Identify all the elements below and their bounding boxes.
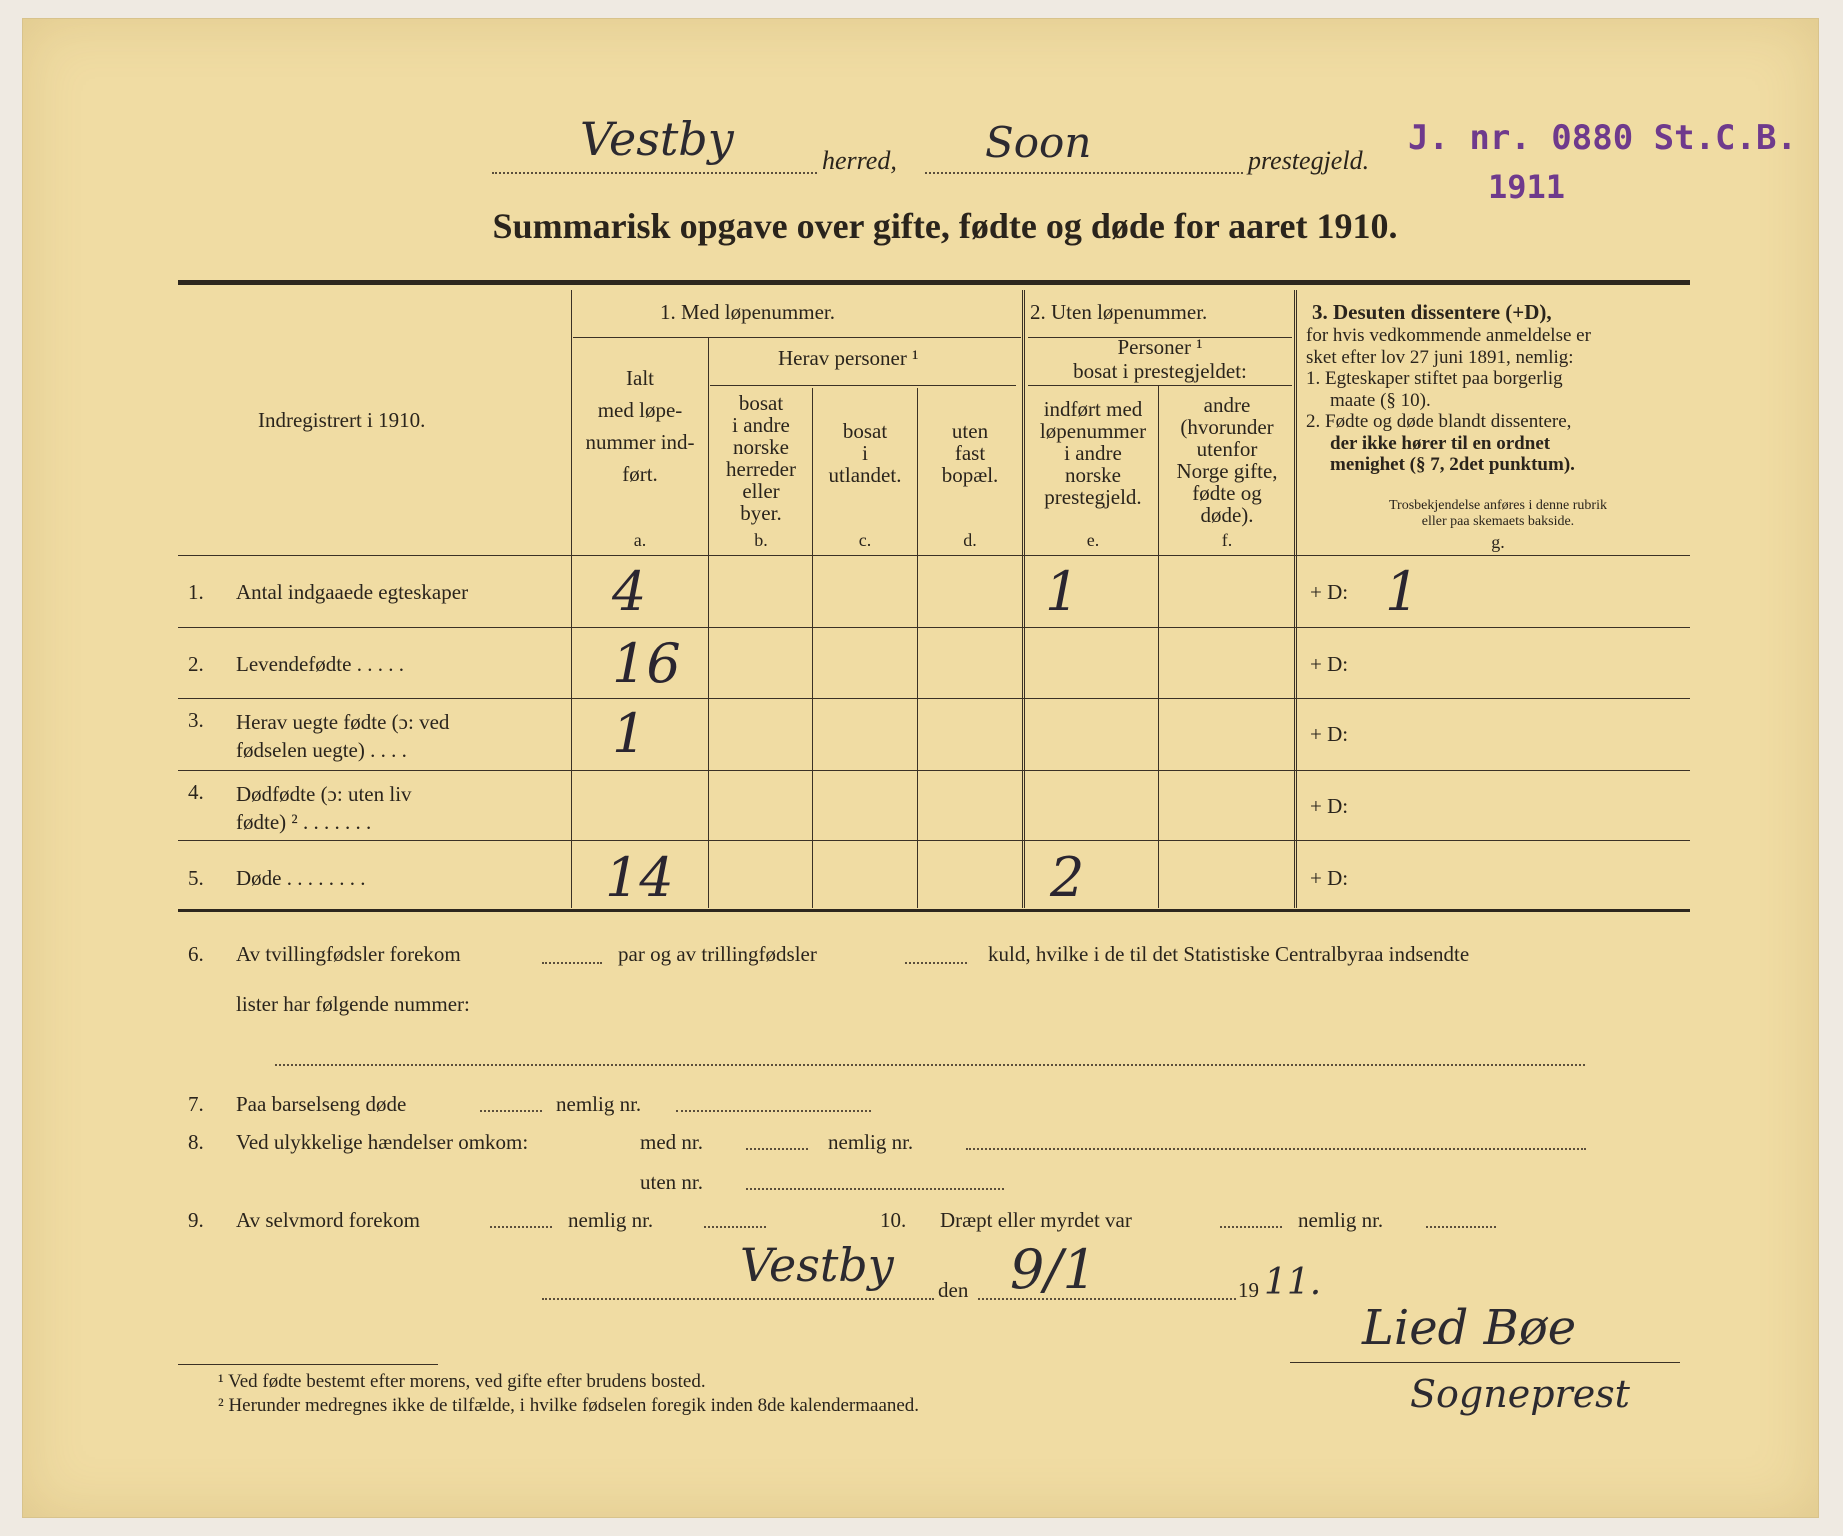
row-rule [178, 698, 1690, 699]
footnote-rule [178, 1364, 438, 1365]
col-b-header [710, 392, 812, 524]
footnotes [218, 1370, 919, 1418]
suicide-numbers-field [704, 1226, 766, 1228]
row-label [236, 780, 412, 836]
homicide-field [1220, 1226, 1282, 1228]
col-d-header [919, 420, 1021, 486]
line6-text-a: Av tvillingfødsler forekom [236, 942, 461, 966]
header-bottom-rule [178, 555, 1690, 556]
year-prefix: 19 [1238, 1278, 1259, 1302]
col-e-line: indført med [1043, 397, 1143, 421]
table-bottom-rule [178, 909, 1690, 912]
place-handwritten: Vestby [740, 1238, 894, 1292]
col-c-line: utlandet. [828, 463, 902, 487]
triplets-field [905, 962, 967, 964]
signature-title: Sogneprest [1410, 1372, 1630, 1416]
herav-personer: Herav personer ¹ [778, 346, 919, 370]
row-number: 3. [188, 708, 204, 732]
place-line [542, 1298, 934, 1300]
childbirth-deaths-field [480, 1110, 542, 1112]
col-letter-d: d. [963, 530, 977, 550]
col-e-line: løpenummer [1039, 419, 1147, 443]
row-dissenter-prefix: + D: [1310, 580, 1349, 604]
childbirth-numbers-field [676, 1110, 871, 1112]
col-f-line: andre [1203, 393, 1251, 417]
line10-text-a: Dræpt eller myrdet var [940, 1208, 1132, 1232]
list-numbers-field [275, 1064, 1585, 1066]
col-e-line: norske [1065, 463, 1121, 487]
signature-name: Lied Bøe [1362, 1300, 1577, 1356]
col-d-line: uten [951, 419, 989, 443]
date-den-label: den [938, 1278, 969, 1302]
year-handwritten: 11. [1264, 1262, 1322, 1303]
line10-text-b: nemlig nr. [1298, 1208, 1384, 1232]
row-number: 5. [188, 866, 204, 890]
line7-text-b: nemlig nr. [556, 1092, 642, 1116]
line8-text-b: med nr. [640, 1130, 703, 1154]
row-value-e: 1 [1045, 560, 1080, 623]
col-a-line: ført. [622, 462, 658, 486]
herav-rule [710, 385, 1016, 386]
row-value-a: 16 [612, 632, 681, 695]
col-c-line: bosat [842, 419, 888, 443]
col-a-line: med løpe- [597, 398, 683, 422]
group1-title-rule [573, 337, 1021, 338]
col-f-line: Norge gifte, [1176, 459, 1278, 483]
group1-title: 1. Med løpenummer. [660, 300, 835, 324]
accident-numbers-field [966, 1148, 1586, 1150]
col-letter-f: f. [1221, 530, 1233, 550]
group3-line: der ikke hører til en ordnet [1330, 432, 1551, 454]
row-label: Døde . . . . . . . . [236, 866, 366, 890]
prestegjeld-line [925, 172, 1243, 174]
col-b-line: bosat [738, 391, 784, 415]
line9-text-a: Av selvmord forekom [236, 1208, 420, 1232]
row-value-e: 2 [1050, 846, 1085, 909]
col-divider-group3 [1294, 290, 1297, 908]
row-dissenter-prefix: + D: [1310, 866, 1349, 890]
homicide-numbers-field [1426, 1226, 1496, 1228]
row-dissenter-prefix: + D: [1310, 794, 1349, 818]
col-c-line: i [862, 441, 868, 465]
line8-number: 8. [188, 1130, 204, 1154]
line10-number: 10. [880, 1208, 907, 1232]
col-divider-c [812, 388, 813, 908]
group3-note [1306, 498, 1690, 530]
row-dissenter-prefix: + D: [1310, 722, 1349, 746]
line6-text-c: kuld, hvilke i de til det Statistiske Centralbyraa indsendte [988, 942, 1470, 966]
row-number: 4. [188, 780, 204, 804]
line8-text-a: Ved ulykkelige hændelser omkom: [236, 1130, 529, 1154]
col-b-line: norske [733, 435, 789, 459]
line7-number: 7. [188, 1092, 204, 1116]
page-title: Summarisk opgave over gifte, fødte og døde for aaret 1910. [492, 206, 1398, 246]
col-f-line: døde). [1200, 503, 1254, 527]
row-rule [178, 840, 1690, 841]
herred-label: herred, [822, 146, 897, 175]
prestegjeld-label: prestegjeld. [1248, 146, 1370, 175]
col-divider-b [708, 338, 709, 908]
col-b-line: byer. [740, 501, 782, 525]
col-f-line: fødte og [1192, 481, 1262, 505]
group2-title: 2. Uten løpenummer. [1030, 300, 1208, 324]
row-number: 1. [188, 580, 204, 604]
line9-number: 9. [188, 1208, 204, 1232]
col-f-line: utenfor [1196, 437, 1258, 461]
group3-line: for hvis vedkommende anmeldelse er [1306, 325, 1591, 346]
line6-text-b: par og av trillingfødsler [618, 942, 817, 966]
journal-stamp: J. nr. 0880 St.C.B. [1408, 118, 1797, 158]
row-rule [178, 627, 1690, 628]
col-e-line: prestegjeld. [1044, 485, 1142, 509]
table-top-rule [178, 280, 1690, 285]
row-label-line: Herav uegte fødte (ɔ: ved [236, 710, 450, 734]
col-f-header [1160, 394, 1294, 526]
row-value-a: 14 [605, 846, 674, 909]
row-label-line: Dødfødte (ɔ: uten liv [236, 782, 412, 806]
col-c-header [814, 420, 916, 486]
col-letter-c: c. [858, 530, 872, 550]
herred-handwritten: Vestby [580, 112, 734, 166]
footnote-2: ² Herunder medregnes ikke de tilfælde, i hvilke fødselen foregik inden 8de kalendermaaned. [218, 1395, 920, 1416]
row-dissenter-prefix: + D: [1310, 652, 1349, 676]
line8-text-d: uten nr. [640, 1170, 703, 1194]
signature-line [1290, 1362, 1680, 1363]
group3-note-line: Trosbekjendelse anføres i denne rubrik [1389, 498, 1607, 513]
group3-line: 2. Fødte og døde blandt dissentere, [1306, 411, 1572, 432]
personer-bosat-line-1: Personer ¹ [1117, 335, 1203, 359]
col-d-line: fast [954, 441, 986, 465]
col-divider-group2 [1022, 290, 1025, 908]
footnote-1: ¹ Ved fødte bestemt efter morens, ved gifte efter brudens bosted. [218, 1371, 706, 1392]
col-letter-b: b. [754, 530, 768, 550]
row-label-line: fødselen uegte) . . . . [236, 738, 407, 762]
row-value-a: 1 [612, 702, 647, 765]
row-label-line: fødte) ² . . . . . . . [236, 810, 372, 834]
col-letter-e: e. [1086, 530, 1100, 550]
col-letter-a: a. [633, 530, 647, 550]
group3-text [1306, 325, 1696, 476]
prestegjeld-handwritten: Soon [985, 118, 1092, 167]
col-b-line: i andre [732, 413, 790, 437]
group3-note-line: eller paa skemaets bakside. [1421, 514, 1575, 529]
row-label: Levendefødte . . . . . [236, 652, 404, 676]
stamp-year: 1911 [1488, 168, 1566, 206]
line6-number: 6. [188, 942, 204, 966]
line9-text-b: nemlig nr. [568, 1208, 654, 1232]
group3-line: menighet (§ 7, 2det punktum). [1330, 454, 1575, 475]
twins-field [542, 962, 602, 964]
group3-line: sket efter lov 27 juni 1891, nemlig: [1306, 346, 1574, 368]
accident-with-nr-field [746, 1148, 808, 1150]
row-label [236, 708, 449, 764]
accident-without-nr-field [746, 1188, 1004, 1190]
line8-text-c: nemlig nr. [828, 1130, 914, 1154]
line7-text-a: Paa barselseng døde [236, 1092, 407, 1116]
col-divider-d [917, 388, 918, 908]
col-a-line: nummer ind- [585, 430, 695, 454]
col-b-line: eller [742, 479, 780, 503]
col-divider-a [571, 290, 572, 908]
row-number: 2. [188, 652, 204, 676]
group3-line: 1. Egteskaper stiftet paa borgerlig [1306, 368, 1563, 389]
row-value-a: 4 [612, 560, 647, 623]
suicide-field [490, 1226, 552, 1228]
group3-line: maate (§ 10). [1330, 389, 1431, 411]
row-header: Indregistrert i 1910. [258, 408, 426, 432]
line6-text-d: lister har følgende nummer: [236, 992, 470, 1016]
date-handwritten: 9/1 [1010, 1238, 1097, 1301]
col-a-header [574, 362, 706, 490]
col-divider-e [1158, 386, 1159, 908]
col-letter-g: g. [1491, 532, 1505, 552]
group3-title: 3. Desuten dissentere (+D), [1312, 300, 1552, 324]
col-e-line: i andre [1064, 441, 1122, 465]
herred-line [492, 172, 817, 174]
row-rule [178, 770, 1690, 771]
row-label: Antal indgaaede egteskaper [236, 580, 469, 604]
col-f-line: (hvorunder [1180, 415, 1274, 439]
col-a-line: Ialt [626, 366, 654, 390]
personer-bosat [1028, 335, 1292, 383]
row-value-g: 1 [1385, 560, 1420, 623]
col-b-line: herreder [726, 457, 796, 481]
col-e-header [1028, 398, 1158, 508]
col-d-line: bopæl. [941, 463, 999, 487]
personer-bosat-line-2: bosat i prestegjeldet: [1073, 359, 1247, 383]
personer-rule [1028, 385, 1292, 386]
